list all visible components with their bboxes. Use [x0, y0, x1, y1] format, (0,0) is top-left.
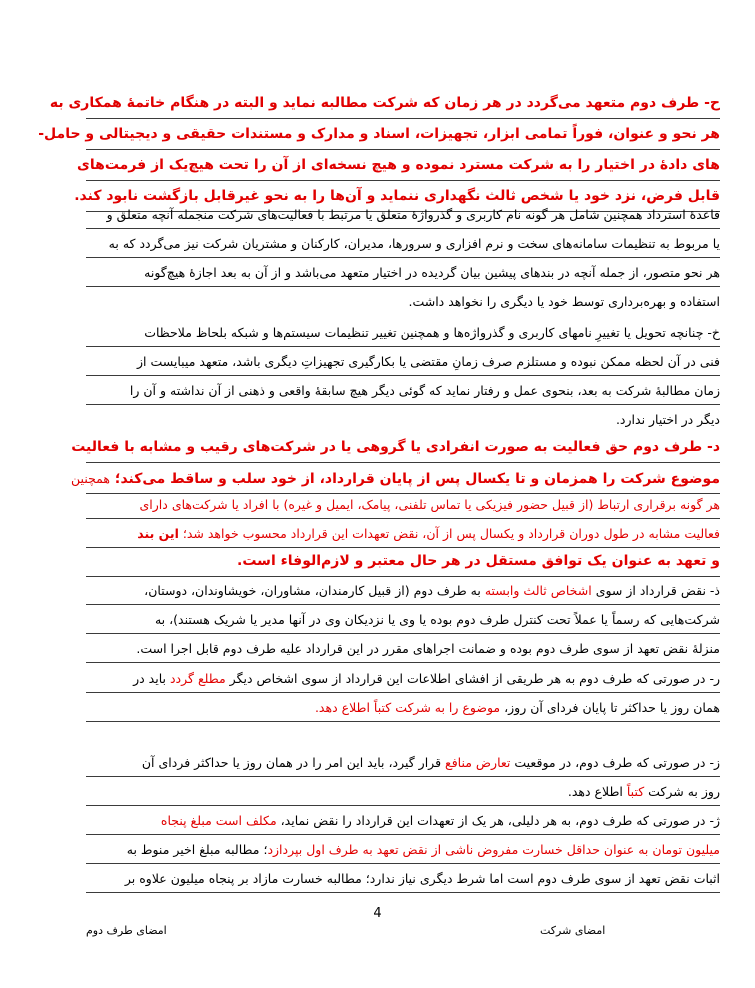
company-signature-label: امضای شرکت: [540, 924, 606, 937]
clause-zz-line-1: [86, 748, 720, 777]
clause-z-prefix: ذ- نقض قرارداد از سوی: [595, 583, 720, 598]
clause-zh-line-2: [86, 835, 720, 864]
clause-zz-line-2-start: روز به شرکت: [648, 784, 720, 799]
clause-r-line-1-red: مطلع گردد: [169, 671, 226, 686]
clause-h-cont-line-1: قاعدهٔ استرداد همچنین شامل هر گونه نام کاربری و گذرواژهٔ متعلق یا مرتبط با فعالیت‌های شرکت منجمله آنچه متعلق و: [86, 200, 720, 229]
clause-d: [71, 432, 720, 494]
clause-h: [38, 88, 720, 212]
clause-d-red-line-2-bold: این بند: [137, 526, 179, 541]
clause-zh-line-1-red: مکلف است مبلغ پنجاه: [160, 813, 277, 828]
clause-r-line-2-red: موضوع را به شرکت کتباً اطلاع دهد.: [314, 700, 501, 715]
clause-d-line-2-bold: موضوع شرکت را همزمان و تا یکسال پس از پایان قرارداد، از خود سلب و ساقط می‌کند؛: [114, 471, 720, 487]
clause-r-line-1-end: باید در: [133, 671, 166, 686]
clause-h-line-1: ح- طرف دوم متعهد می‌گردد در هر زمان که شرکت مطالبه نماید و البته در هنگام خاتمهٔ همکاری به: [86, 88, 720, 119]
clause-kh-line-2: فنی در آن لحظه ممکن نبوده و مستلزم صرف زمانِ مقتضی یا بکارگیری تجهیزاتِ دیگری باشد، متعهد میبایست از: [86, 347, 720, 376]
clause-kh-line-1: خ- چنانچه تحویل یا تغییرِ نامهای کاربری و گذرواژه‌ها و همچنین تغییر تنظیمات سیستم‌ها و شبکه بلحاظ ملاحظات: [86, 318, 720, 347]
clause-h-cont-line-4: استفاده و بهره‌برداری توسط خود یا دیگری را نخواهد داشت.: [408, 294, 720, 309]
clause-z-line-3: منزلهٔ نقض تعهد از سوی طرف دوم بوده و ضمانت اجراهای مقرر در این قرارداد علیه طرف دوم قابل اجرا است.: [86, 634, 720, 663]
clause-r-line-2: [86, 693, 720, 722]
clause-h-cont-line-2: یا مربوط به تنظیمات سامانه‌های سخت و نرم افزاری و سرورها، مدیران، کارکنان و مشتریان شرکت نیز می‌گردد که به: [86, 229, 720, 258]
clause-z-red-phrase: اشخاص ثالث وابسته: [484, 583, 592, 598]
clause-zh-line-1-start: ژ- در صورتی که طرف دوم، به هر دلیلی، هر یک از تعهدات این قرارداد را نقض نماید،: [280, 813, 720, 828]
clause-zh-line-2-end: ؛ مطالبه مبلغ اخیر منوط به: [126, 842, 268, 857]
clause-zz-line-2-red: کتباً: [626, 784, 645, 799]
clause-zz-line-1-red: تعارض منافع: [445, 755, 511, 770]
clause-zz-line-2-end: اطلاع دهد.: [567, 784, 623, 799]
clause-h-line-2: هر نحو و عنوان، فوراً تمامی ابزار، تجهیزات، اسناد و مدارک و مستندات حقیقی و دیجیتالی و حامل-: [86, 119, 720, 150]
clause-z: [86, 576, 720, 663]
clause-d-red-line-2: [86, 519, 720, 548]
clause-kh: [86, 318, 720, 433]
clause-zh-line-2-red: میلیون تومان به عنوان حداقل خسارت مفروض ناشی از نقض تعهد به طرف اول بپردازد: [267, 842, 720, 857]
clause-zh-line-3: اثبات نقض تعهد از سوی طرف دوم است اما شرط دیگری نیاز ندارد؛ مطالبه خسارت مازاد بر پنجاه میلیون علاوه بر: [86, 864, 720, 893]
clause-r-line-1-start: ر- در صورتی که طرف دوم به هر طریقی از افشای اطلاعات این قرارداد از سوی اشخاص دیگر: [229, 671, 720, 686]
clause-zz: [86, 748, 720, 806]
clause-zz-line-2: [86, 777, 720, 806]
clause-d-last: [86, 546, 720, 577]
clause-d-line-2-tail: همچنین: [71, 471, 110, 486]
clause-kh-line-3: زمان مطالبهٔ شرکت به بعد، بنحوی عمل و رفتار نماید که گوئی دیگر هیچ سابقهٔ واقعی و ذهنی از آن نداشته و آن را: [86, 376, 720, 405]
clause-zh-line-1: [86, 806, 720, 835]
clause-d-last-line: و تعهد به عنوان یک توافق مستقل در هر حال معتبر و لازم‌الوفاء است.: [86, 546, 720, 577]
clause-h-cont-line-3: هر نحو متصور، از جمله آنچه در بندهای پیشین بیان گردیده در اختیار متعهد می‌باشد و از آن به بعد اجازهٔ هیچ‌گونه: [86, 258, 720, 287]
clause-z-line-2: شرکت‌هایی که رسماً یا عملاً تحت کنترل طرف دوم بوده یا وی یا نزدیکان وی در آنها مدیر یا شریک هستند)، به: [86, 605, 720, 634]
clause-z-line-1-rest: به طرف دوم (از قبیل کارمندان، مشاوران، خویشاوندان، دوستان،: [144, 583, 481, 598]
clause-h-line-3: های دادهٔ در اختیار را به شرکت مسترد نموده و هیچ نسخه‌ای از آن را تحت هیچ‌یک از فرمت‌های: [86, 150, 720, 181]
clause-zz-line-1-end: قرار گیرد، باید این امر را در همان روز یا حداکثر فردای آن: [141, 755, 442, 770]
clause-d-red-line-2-text: فعالیت مشابه در طول دوران قرارداد و یکسال پس از آن، نقض تعهدات این قرارداد محسوب خواهد شد؛: [182, 526, 720, 541]
clause-r-line-2-start: همان روز یا حداکثر تا پایان فردای آن روز،: [504, 700, 720, 715]
clause-d-red-line-1: هر گونه برقراری ارتباط (از قبیل حضور فیزیکی یا تماس تلفنی، پیامک، ایمیل و غیره) با افراد یا شرکت‌های دارای: [86, 490, 720, 519]
second-party-signature-label: امضای طرف دوم: [86, 924, 167, 937]
clause-d-line-1: د- طرف دوم حق فعالیت به صورت انفرادی یا گروهی یا در شرکت‌های رقیب و مشابه با فعالیت: [86, 432, 720, 463]
clause-h-continuation: [86, 200, 720, 315]
clause-z-line-1: [86, 576, 720, 605]
clause-r-line-1: [86, 664, 720, 693]
clause-h-line-4: قابل فرض، نزد خود یا شخص ثالث نگهداری ننماید و آن‌ها را به نحو غیرقابل بازگشت نابود کند.: [86, 181, 720, 212]
clause-d-red: [86, 490, 720, 548]
clause-zh: [86, 806, 720, 893]
clause-zz-line-1-start: ز- در صورتی که طرف دوم، در موقعیت: [514, 755, 720, 770]
clause-kh-line-4: دیگر در اختیار ندارد.: [615, 412, 720, 427]
clause-r: [86, 664, 720, 722]
page-number: 4: [373, 906, 382, 921]
